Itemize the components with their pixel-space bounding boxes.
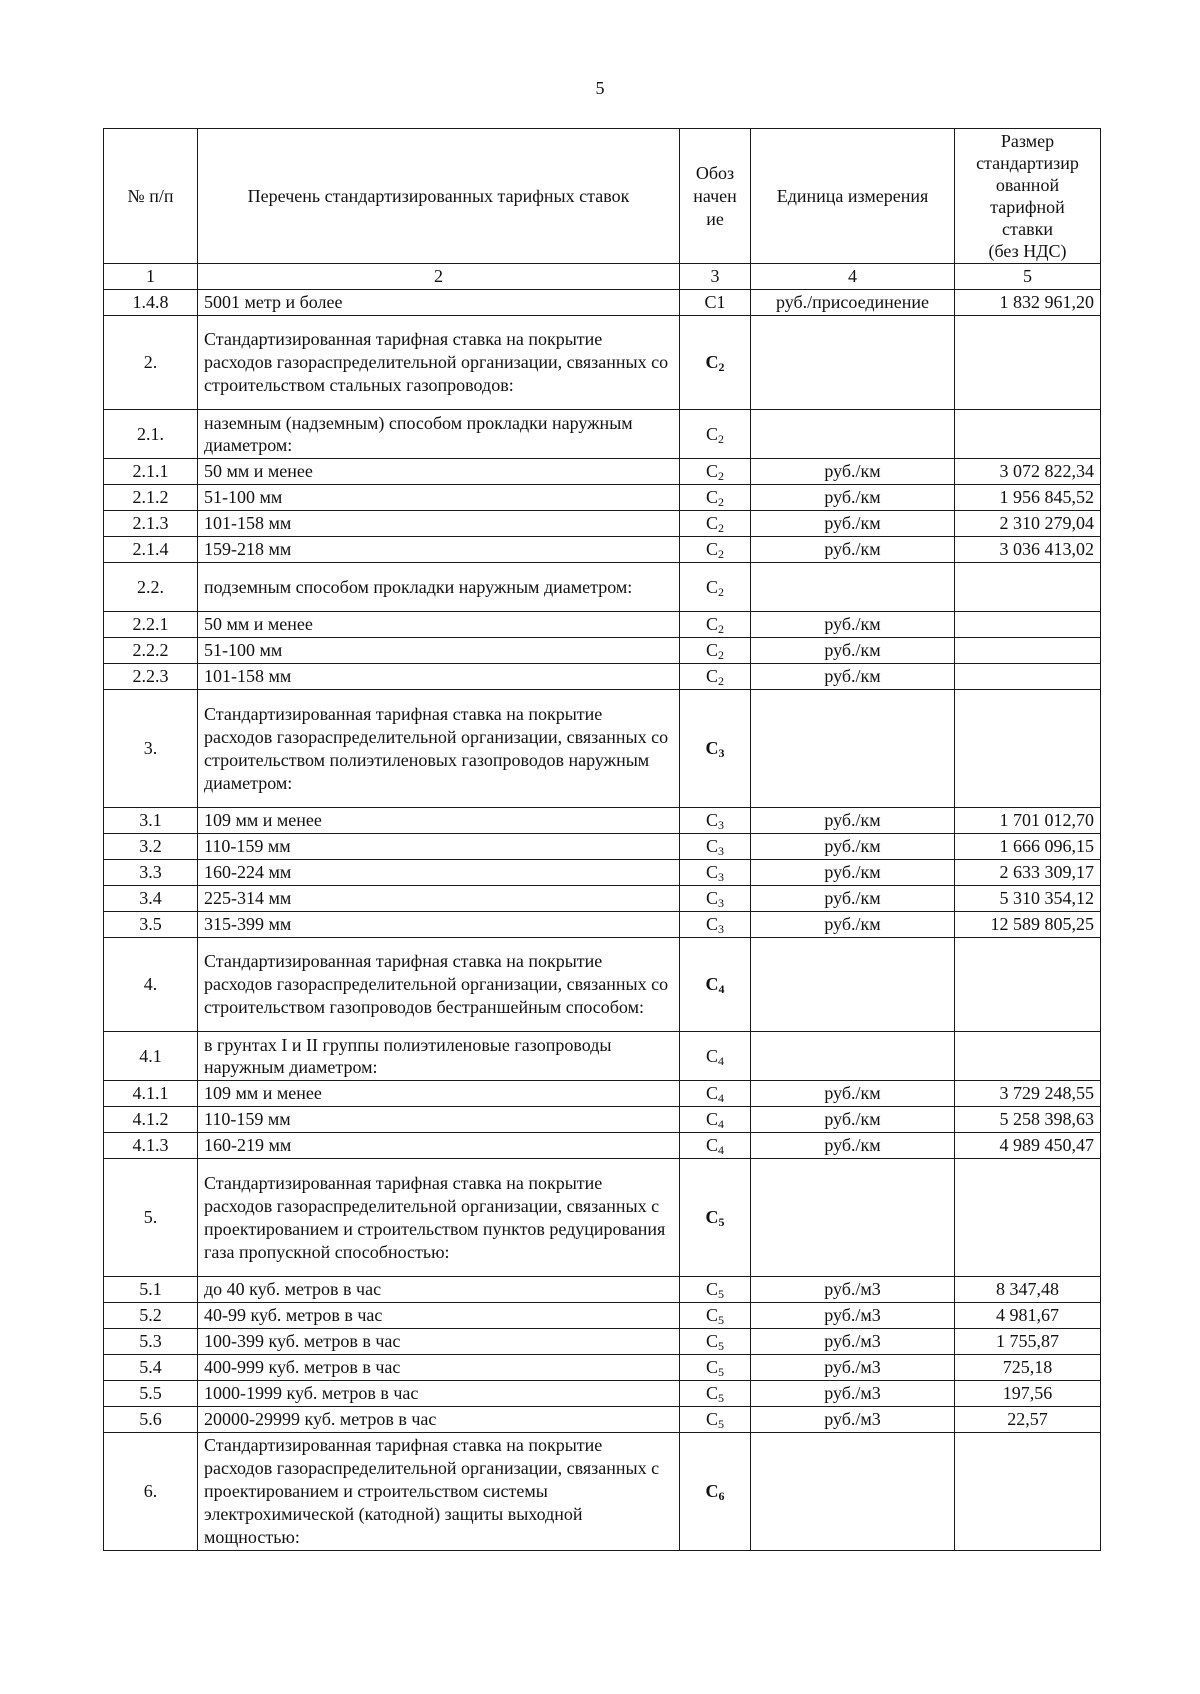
row-designation [680,1107,751,1133]
row-designation [680,485,751,511]
row-unit: руб./км [751,912,955,938]
row-name: 40-99 куб. метров в час [198,1303,680,1329]
row-designation [680,1433,751,1551]
designation-index: 5 [718,1391,724,1405]
row-name: 225-314 мм [198,886,680,912]
designation-letter: С [705,914,718,934]
row-unit [751,938,955,1032]
tariff-table [103,128,1101,1551]
header-rate-size [955,129,1101,264]
table-row [104,511,1101,537]
designation-index: 4 [718,1143,724,1157]
row-name: 109 мм и менее [198,808,680,834]
row-unit: руб./км [751,886,955,912]
designation-index: 2 [718,648,724,662]
row-number: 5.5 [104,1381,198,1407]
designation-index: 4 [718,1117,724,1131]
row-unit: руб./км [751,1107,955,1133]
row-number: 3.3 [104,860,198,886]
designation-index: 5 [718,1215,725,1229]
row-value: 5 310 354,12 [955,886,1101,912]
designation-letter: С [705,666,718,686]
designation-letter: С [705,1045,718,1066]
row-value: 22,57 [955,1407,1101,1433]
row-unit: руб./км [751,638,955,664]
row-designation [680,1277,751,1303]
row-number: 4.1.2 [104,1107,198,1133]
row-value [955,1159,1101,1277]
row-number: 2.2.3 [104,664,198,690]
row-number: 2.1.4 [104,537,198,563]
designation-index: 5 [718,1313,724,1327]
header-designation-line: начен [693,185,737,206]
row-number: 4.1 [104,1032,198,1081]
table-row [104,290,1101,316]
row-value [955,664,1101,690]
row-designation [680,410,751,459]
designation-index: 4 [718,982,725,996]
row-designation [680,690,751,808]
designation-letter: С [705,614,718,634]
row-unit [751,316,955,410]
row-unit: руб./присоединение [751,290,955,316]
designation-index: 2 [718,469,724,483]
row-number: 3.2 [104,834,198,860]
table-row [104,612,1101,638]
row-designation [680,1329,751,1355]
row-value [955,1433,1101,1551]
row-number: 2.2.2 [104,638,198,664]
designation-letter: С [705,461,718,481]
row-designation [680,638,751,664]
header-rate-line: Размер [1000,131,1055,151]
row-name: Стандартизированная тарифная ставка на покрытие расходов газораспределительной организации, связанных со строительством газопроводов бестраншейным способом: [198,938,680,1032]
designation-letter: С1 [704,292,726,312]
row-unit [751,690,955,808]
table-row [104,1303,1101,1329]
row-name: 110-159 мм [198,1107,680,1133]
row-number: 4.1.3 [104,1133,198,1159]
row-value [955,563,1101,612]
row-number: 3. [104,690,198,808]
row-name: 51-100 мм [198,638,680,664]
header-unit: Единица измерения [751,129,955,264]
designation-letter: С [705,1331,718,1351]
designation-index: 2 [718,431,724,446]
designation-letter: С [705,1481,719,1501]
row-name: 100-399 куб. метров в час [198,1329,680,1355]
row-name: Стандартизированная тарифная ставка на покрытие расходов газораспределительной организации, связанных со строительством стальных газопроводов: [198,316,680,410]
subsection-row [104,563,1101,612]
row-number: 2.2. [104,563,198,612]
header-row [104,129,1101,264]
designation-letter: С [705,1207,719,1227]
table-row [104,664,1101,690]
row-name: 400-999 куб. метров в час [198,1355,680,1381]
row-unit [751,563,955,612]
row-unit: руб./км [751,808,955,834]
row-value: 3 729 248,55 [955,1081,1101,1107]
row-unit: руб./м3 [751,1277,955,1303]
row-value: 4 989 450,47 [955,1133,1101,1159]
designation-index: 2 [718,674,724,688]
row-value: 1 956 845,52 [955,485,1101,511]
row-name: 1000-1999 куб. метров в час [198,1381,680,1407]
row-unit: руб./км [751,664,955,690]
row-name: 20000-29999 куб. метров в час [198,1407,680,1433]
designation-index: 3 [718,870,724,884]
row-name: 101-158 мм [198,664,680,690]
designation-letter: С [705,810,718,830]
row-number: 4.1.1 [104,1081,198,1107]
header-rate-line: тарифной [990,197,1065,217]
designation-index: 4 [718,1091,724,1105]
row-name: 51-100 мм [198,485,680,511]
designation-letter: С [705,974,719,994]
table-row [104,860,1101,886]
row-unit: руб./м3 [751,1329,955,1355]
row-unit: руб./км [751,1133,955,1159]
header-rate-line: стандартизир [976,153,1079,173]
row-unit [751,410,955,459]
designation-index: 3 [718,844,724,858]
row-number: 1.4.8 [104,290,198,316]
row-name: 110-159 мм [198,834,680,860]
row-name: 101-158 мм [198,511,680,537]
row-name: подземным способом прокладки наружным диаметром: [198,563,680,612]
designation-letter: С [705,1383,718,1403]
row-name: в грунтах I и II группы полиэтиленовые газопроводы наружным диаметром: [198,1032,680,1081]
designation-letter: С [705,1135,718,1155]
table-row [104,912,1101,938]
designation-index: 4 [718,1053,724,1068]
table-row [104,459,1101,485]
designation-letter: С [705,1109,718,1129]
table-row [104,537,1101,563]
row-designation [680,1303,751,1329]
designation-letter: С [705,513,718,533]
designation-index: 2 [718,521,724,535]
row-name: 50 мм и менее [198,612,680,638]
table-row [104,834,1101,860]
row-number: 2.1. [104,410,198,459]
designation-index: 6 [718,1489,725,1503]
row-designation [680,938,751,1032]
row-value: 1 701 012,70 [955,808,1101,834]
row-designation [680,537,751,563]
row-name: 159-218 мм [198,537,680,563]
row-designation [680,1133,751,1159]
row-name: наземным (надземным) способом прокладки наружным диаметром: [198,410,680,459]
table-row [104,638,1101,664]
row-value: 8 347,48 [955,1277,1101,1303]
row-unit [751,1159,955,1277]
designation-letter: С [705,1305,718,1325]
row-value: 3 036 413,02 [955,537,1101,563]
row-value: 197,56 [955,1381,1101,1407]
row-designation [680,1159,751,1277]
designation-letter: С [705,738,719,758]
header-designation [680,129,751,264]
subsection-row [104,410,1101,459]
row-unit: руб./км [751,511,955,537]
row-unit: руб./км [751,537,955,563]
table-row [104,1355,1101,1381]
row-unit: руб./км [751,834,955,860]
row-number: 5.6 [104,1407,198,1433]
column-number-row [104,264,1101,290]
row-value [955,938,1101,1032]
row-designation [680,912,751,938]
designation-letter: С [705,1083,718,1103]
designation-letter: С [705,640,718,660]
designation-index: 3 [718,746,725,760]
row-value [955,638,1101,664]
table-row [104,485,1101,511]
row-number: 5.2 [104,1303,198,1329]
page-number: 5 [595,78,605,98]
column-number: 1 [104,264,198,290]
row-number: 3.4 [104,886,198,912]
header-designation-line: ие [706,208,724,229]
row-designation [680,290,751,316]
row-unit: руб./м3 [751,1381,955,1407]
column-number: 2 [198,264,680,290]
designation-index: 5 [718,1365,724,1379]
section-row [104,316,1101,410]
designation-letter: С [705,1279,718,1299]
row-designation [680,511,751,537]
row-value [955,316,1101,410]
section-row [104,1433,1101,1551]
row-value: 2 633 309,17 [955,860,1101,886]
row-number: 5.4 [104,1355,198,1381]
row-designation [680,1355,751,1381]
row-number: 6. [104,1433,198,1551]
row-value: 725,18 [955,1355,1101,1381]
row-designation [680,1381,751,1407]
designation-letter: С [705,539,718,559]
subsection-row [104,1032,1101,1081]
row-number: 2. [104,316,198,410]
table-row [104,1107,1101,1133]
row-designation [680,886,751,912]
designation-letter: С [705,487,718,507]
row-name: до 40 куб. метров в час [198,1277,680,1303]
row-unit: руб./м3 [751,1303,955,1329]
row-designation [680,1081,751,1107]
designation-index: 5 [718,1339,724,1353]
row-value: 1 832 961,20 [955,290,1101,316]
row-unit [751,1433,955,1551]
row-name: 50 мм и менее [198,459,680,485]
row-number: 2.2.1 [104,612,198,638]
designation-index: 3 [718,922,724,936]
designation-index: 5 [718,1417,724,1431]
table-row [104,1277,1101,1303]
row-designation [680,834,751,860]
table-row [104,1133,1101,1159]
designation-letter: С [705,576,718,597]
row-name: Стандартизированная тарифная ставка на покрытие расходов газораспределительной организации, связанных со строительством полиэтиленовых газопроводов наружным диаметром: [198,690,680,808]
row-designation [680,860,751,886]
column-number: 5 [955,264,1101,290]
row-value [955,1032,1101,1081]
row-value: 3 072 822,34 [955,459,1101,485]
row-name: 160-219 мм [198,1133,680,1159]
row-number: 5. [104,1159,198,1277]
row-designation [680,1407,751,1433]
row-value: 1 666 096,15 [955,834,1101,860]
section-row [104,1159,1101,1277]
designation-index: 2 [718,622,724,636]
designation-letter: С [705,1409,718,1429]
column-number: 4 [751,264,955,290]
table-row [104,808,1101,834]
designation-index: 2 [718,495,724,509]
row-unit: руб./км [751,612,955,638]
row-name: Стандартизированная тарифная ставка на покрытие расходов газораспределительной организации, связанных с проектированием и строительством системы электрохимической (катодной) защиты выходной мощностью: [198,1433,680,1551]
header-list: Перечень стандартизированных тарифных ставок [198,129,680,264]
row-number: 2.1.3 [104,511,198,537]
header-number: № п/п [104,129,198,264]
row-number: 2.1.1 [104,459,198,485]
row-designation [680,563,751,612]
row-unit: руб./км [751,1081,955,1107]
table-row [104,886,1101,912]
row-value: 2 310 279,04 [955,511,1101,537]
table-row [104,1329,1101,1355]
row-designation [680,316,751,410]
row-designation [680,664,751,690]
row-number: 3.5 [104,912,198,938]
row-value: 4 981,67 [955,1303,1101,1329]
row-number: 5.3 [104,1329,198,1355]
row-value: 5 258 398,63 [955,1107,1101,1133]
row-unit: руб./км [751,860,955,886]
designation-index: 2 [718,360,725,374]
row-number: 4. [104,938,198,1032]
row-name: 315-399 мм [198,912,680,938]
table-row [104,1381,1101,1407]
header-rate-line: (без НДС) [988,241,1067,261]
column-number: 3 [680,264,751,290]
row-value: 1 755,87 [955,1329,1101,1355]
designation-letter: С [705,352,719,372]
row-name: Стандартизированная тарифная ставка на покрытие расходов газораспределительной организации, связанных с проектированием и строительством пунктов редуцирования газа пропускной способностью: [198,1159,680,1277]
row-number: 2.1.2 [104,485,198,511]
row-designation [680,808,751,834]
header-rate-line: ованной [995,175,1060,195]
table-row [104,1407,1101,1433]
section-row [104,690,1101,808]
row-name: 109 мм и менее [198,1081,680,1107]
designation-letter: С [705,1357,718,1377]
designation-index: 2 [718,547,724,561]
row-value: 12 589 805,25 [955,912,1101,938]
row-value [955,410,1101,459]
row-unit: руб./м3 [751,1355,955,1381]
row-number: 5.1 [104,1277,198,1303]
designation-index: 3 [718,818,724,832]
designation-index: 5 [718,1287,724,1301]
row-value [955,612,1101,638]
header-designation-line: Обоз [695,162,735,183]
row-number: 3.1 [104,808,198,834]
row-designation [680,612,751,638]
row-unit: руб./м3 [751,1407,955,1433]
designation-index: 3 [718,896,724,910]
row-unit: руб./км [751,485,955,511]
designation-letter: С [705,836,718,856]
row-unit [751,1032,955,1081]
row-value [955,690,1101,808]
row-name: 160-224 мм [198,860,680,886]
designation-index: 2 [718,584,724,599]
row-unit: руб./км [751,459,955,485]
section-row [104,938,1101,1032]
header-rate-line: ставки [1002,219,1053,239]
designation-letter: С [705,888,718,908]
designation-letter: С [705,423,718,444]
table-row [104,1081,1101,1107]
row-designation [680,1032,751,1081]
row-designation [680,459,751,485]
row-name: 5001 метр и более [198,290,680,316]
designation-letter: С [705,862,718,882]
